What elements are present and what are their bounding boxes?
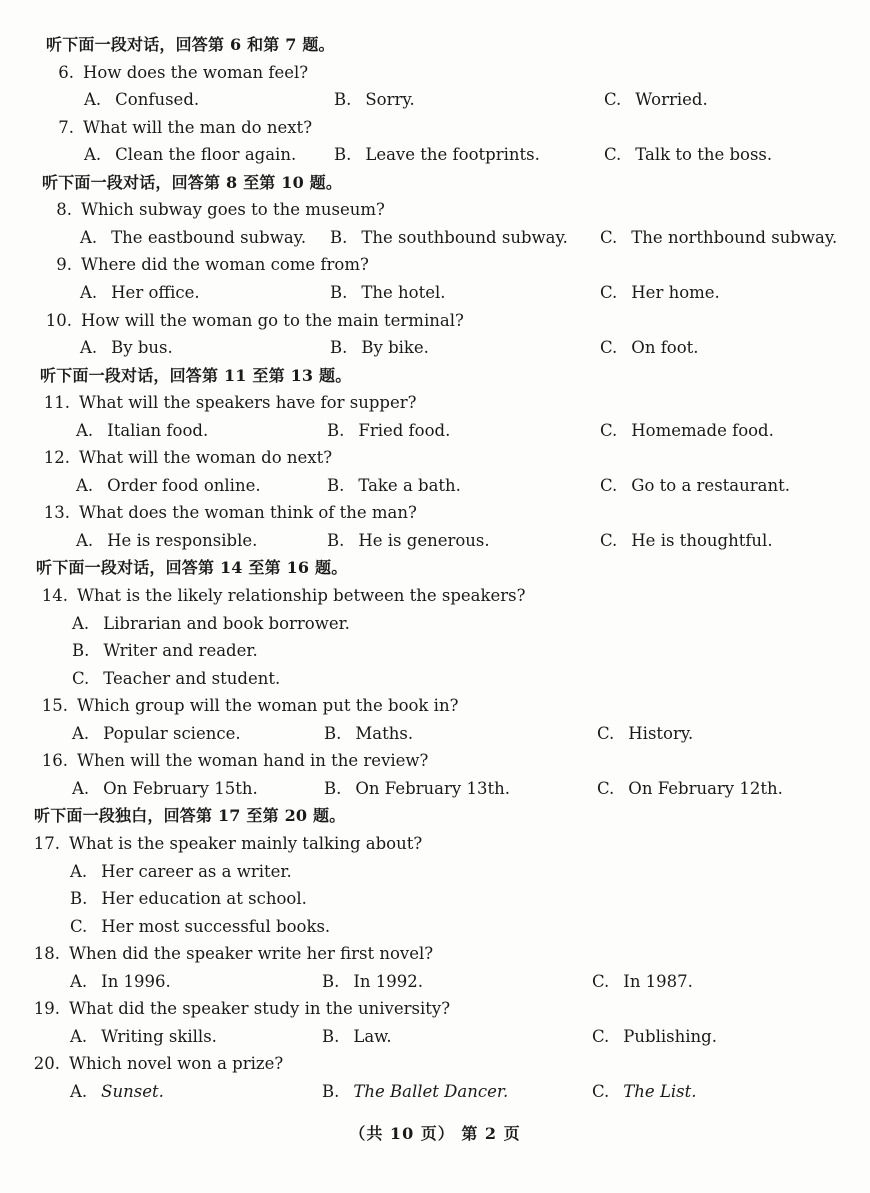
- question-number: 11.: [43, 393, 70, 413]
- option-b[interactable]: [327, 473, 461, 499]
- option-line: [0, 776, 870, 802]
- option-letter: C.: [600, 475, 618, 495]
- option-line: [0, 969, 870, 995]
- option-letter: C.: [592, 1081, 610, 1101]
- option-b[interactable]: [334, 142, 540, 168]
- question-text: Which subway goes to the museum?: [81, 200, 385, 220]
- option-a[interactable]: [84, 87, 199, 113]
- option-letter: A.: [80, 227, 98, 247]
- option-letter: A.: [84, 145, 102, 165]
- question-number: 15.: [41, 696, 68, 716]
- option-letter: A.: [76, 420, 94, 440]
- option-letter: A.: [80, 282, 98, 302]
- option-a[interactable]: [84, 142, 296, 168]
- option-text: Librarian and book borrower.: [103, 613, 350, 633]
- option-b[interactable]: [327, 418, 450, 444]
- option-letter: C.: [604, 90, 622, 110]
- option-a[interactable]: [70, 1024, 217, 1050]
- option-line: [0, 335, 870, 361]
- question-text: How does the woman feel?: [83, 62, 309, 82]
- option-b[interactable]: [72, 638, 258, 664]
- section-heading: [0, 32, 870, 58]
- option-letter: C.: [600, 420, 618, 440]
- option-a[interactable]: [72, 776, 258, 802]
- option-line: [0, 721, 870, 747]
- option-letter: B.: [322, 971, 340, 991]
- option-letter: C.: [597, 723, 615, 743]
- option-letter: C.: [72, 668, 90, 688]
- option-text: Confused.: [115, 90, 200, 110]
- option-c[interactable]: [72, 666, 280, 692]
- option-text: Law.: [353, 1026, 392, 1046]
- option-line: [0, 528, 870, 554]
- option-c[interactable]: [600, 473, 790, 499]
- option-text: Sorry.: [365, 90, 415, 110]
- option-letter: B.: [327, 420, 345, 440]
- question-line: [0, 583, 870, 609]
- option-text: The southbound subway.: [361, 227, 568, 247]
- question-number: 7.: [58, 117, 74, 137]
- option-b[interactable]: [322, 1079, 508, 1105]
- option-line: [0, 225, 870, 251]
- question-text: What is the speaker mainly talking about?: [69, 833, 423, 853]
- option-text: On foot.: [631, 338, 699, 358]
- option-letter: C.: [597, 778, 615, 798]
- option-letter: B.: [334, 145, 352, 165]
- option-b[interactable]: [330, 225, 568, 251]
- option-text: Worried.: [635, 90, 708, 110]
- option-text: History.: [628, 723, 694, 743]
- question-text: Which group will the woman put the book in?: [77, 696, 459, 716]
- option-text: The northbound subway.: [631, 227, 838, 247]
- question-text: What did the speaker study in the university?: [69, 999, 451, 1019]
- question-line: [0, 500, 870, 526]
- section-heading: [0, 803, 870, 829]
- question-number: 9.: [56, 255, 72, 275]
- question-line: [0, 693, 870, 719]
- option-b[interactable]: [330, 280, 446, 306]
- option-b[interactable]: [70, 886, 307, 912]
- question-line: [0, 1051, 870, 1077]
- question-line: [0, 831, 870, 857]
- question-line: [0, 197, 870, 223]
- option-c[interactable]: [597, 721, 693, 747]
- option-a[interactable]: [76, 528, 257, 554]
- option-letter: C.: [600, 530, 618, 550]
- option-text: Her most successful books.: [101, 916, 331, 936]
- option-text: Writing skills.: [101, 1026, 217, 1046]
- option-letter: A.: [84, 90, 102, 110]
- option-line: [0, 611, 870, 637]
- option-line: [0, 886, 870, 912]
- option-b[interactable]: [334, 87, 415, 113]
- option-c[interactable]: [600, 528, 773, 554]
- option-c[interactable]: [600, 280, 720, 306]
- option-line: [0, 666, 870, 692]
- option-text: Take a bath.: [358, 475, 461, 495]
- option-b[interactable]: [324, 776, 510, 802]
- option-a[interactable]: [76, 473, 261, 499]
- option-letter: A.: [76, 530, 94, 550]
- option-letter: B.: [334, 90, 352, 110]
- option-text: Her home.: [631, 282, 720, 302]
- question-number: 14.: [41, 586, 68, 605]
- question-line: [0, 60, 870, 86]
- section-title: 听下面一段对话，回答第 8 至第 10 题。: [42, 172, 343, 192]
- option-letter: B.: [322, 1026, 340, 1046]
- option-text: Teacher and student.: [103, 668, 281, 688]
- question-number: 18.: [33, 944, 60, 964]
- option-text: Leave the footprints.: [365, 145, 540, 165]
- option-line: [0, 87, 870, 113]
- option-c[interactable]: [604, 142, 772, 168]
- option-letter: C.: [600, 227, 618, 247]
- question-number: 12.: [43, 448, 70, 468]
- question-line: [0, 252, 870, 278]
- question-text: What will the speakers have for supper?: [79, 393, 417, 413]
- option-text: He is thoughtful.: [631, 530, 773, 550]
- option-text: Order food online.: [107, 475, 261, 495]
- question-line: [0, 996, 870, 1022]
- option-text: Writer and reader.: [103, 641, 258, 661]
- option-a[interactable]: [80, 280, 200, 306]
- option-text: Her career as a writer.: [101, 861, 292, 881]
- option-text: Publishing.: [623, 1026, 717, 1046]
- option-letter: B.: [70, 889, 88, 909]
- option-a[interactable]: [70, 1079, 164, 1105]
- option-c[interactable]: [592, 1024, 717, 1050]
- option-text: By bike.: [361, 338, 429, 358]
- section-title: 听下面一段独白，回答第 17 至第 20 题。: [34, 806, 346, 826]
- section-heading: [0, 363, 870, 389]
- option-c[interactable]: [600, 418, 774, 444]
- option-text: Maths.: [355, 723, 414, 743]
- option-line: [0, 418, 870, 444]
- question-line: [0, 445, 870, 471]
- option-line: [0, 1079, 870, 1105]
- option-text: In 1996.: [101, 971, 171, 991]
- option-a[interactable]: [72, 721, 241, 747]
- option-a[interactable]: [80, 225, 306, 251]
- option-c[interactable]: [600, 225, 837, 251]
- option-a[interactable]: [76, 418, 208, 444]
- question-number: 8.: [56, 200, 72, 220]
- option-text: Go to a restaurant.: [631, 475, 790, 495]
- option-line: [0, 280, 870, 306]
- option-text: The eastbound subway.: [111, 227, 307, 247]
- option-c[interactable]: [70, 914, 330, 940]
- option-text: Fried food.: [358, 420, 451, 440]
- option-b[interactable]: [324, 721, 413, 747]
- option-letter: B.: [322, 1081, 340, 1101]
- option-letter: A.: [72, 613, 90, 633]
- option-letter: B.: [330, 282, 348, 302]
- option-letter: C.: [592, 1026, 610, 1046]
- option-text: The Ballet Dancer.: [353, 1081, 509, 1101]
- question-text: What will the man do next?: [83, 117, 313, 137]
- option-letter: C.: [600, 338, 618, 358]
- question-line: [0, 308, 870, 334]
- option-letter: B.: [330, 338, 348, 358]
- question-text: What is the likely relationship between the speakers?: [77, 586, 526, 605]
- option-letter: B.: [324, 778, 342, 798]
- option-letter: B.: [327, 530, 345, 550]
- option-text: On February 12th.: [628, 778, 783, 798]
- option-text: In 1987.: [623, 971, 693, 991]
- option-a[interactable]: [70, 969, 171, 995]
- question-line: [0, 390, 870, 416]
- option-text: The List.: [623, 1081, 697, 1101]
- option-letter: A.: [72, 778, 90, 798]
- option-text: On February 13th.: [355, 778, 510, 798]
- option-text: On February 15th.: [103, 778, 258, 798]
- option-c[interactable]: [592, 1079, 697, 1105]
- option-text: Homemade food.: [631, 420, 774, 440]
- option-letter: C.: [600, 282, 618, 302]
- question-text: When will the woman hand in the review?: [77, 751, 429, 771]
- option-letter: A.: [72, 723, 90, 743]
- question-line: [0, 941, 870, 967]
- option-a[interactable]: [70, 859, 292, 885]
- option-letter: A.: [70, 1081, 88, 1101]
- question-number: 20.: [33, 1054, 60, 1074]
- option-letter: A.: [70, 971, 88, 991]
- option-text: Clean the floor again.: [115, 145, 297, 165]
- option-letter: A.: [76, 475, 94, 495]
- question-line: [0, 748, 870, 774]
- option-letter: C.: [592, 971, 610, 991]
- option-text: Talk to the boss.: [635, 145, 773, 165]
- question-text: What does the woman think of the man?: [79, 503, 417, 523]
- option-text: Her office.: [111, 282, 200, 302]
- question-number: 10.: [45, 310, 72, 330]
- option-b[interactable]: [322, 1024, 392, 1050]
- option-a[interactable]: [80, 335, 173, 361]
- question-text: Where did the woman come from?: [81, 255, 369, 275]
- option-letter: B.: [324, 723, 342, 743]
- option-letter: C.: [604, 145, 622, 165]
- section-title: 听下面一段对话，回答第 14 至第 16 题。: [36, 558, 348, 578]
- question-number: 19.: [33, 999, 60, 1019]
- option-letter: A.: [70, 861, 88, 881]
- option-letter: B.: [327, 475, 345, 495]
- option-text: He is generous.: [358, 530, 490, 550]
- section-title: 听下面一段对话，回答第 6 和第 7 题。: [46, 35, 335, 54]
- option-line: [0, 914, 870, 940]
- option-text: In 1992.: [353, 971, 424, 991]
- option-line: [0, 859, 870, 885]
- option-letter: A.: [70, 1026, 88, 1046]
- option-text: Italian food.: [107, 420, 209, 440]
- question-text: What will the woman do next?: [79, 448, 333, 468]
- option-text: By bus.: [111, 338, 173, 358]
- option-text: The hotel.: [361, 282, 446, 302]
- option-b[interactable]: [327, 528, 490, 554]
- option-letter: B.: [330, 227, 348, 247]
- option-c[interactable]: [597, 776, 783, 802]
- option-c[interactable]: [604, 87, 708, 113]
- option-text: He is responsible.: [107, 530, 258, 550]
- question-text: Which novel won a prize?: [69, 1054, 284, 1074]
- option-text: Sunset.: [101, 1081, 164, 1101]
- question-number: 17.: [33, 833, 60, 853]
- option-text: Popular science.: [103, 723, 241, 743]
- option-line: [0, 638, 870, 664]
- question-line: [0, 115, 870, 141]
- page-footer: （共 10 页） 第 2 页: [349, 1124, 521, 1143]
- question-number: 13.: [43, 503, 70, 523]
- option-letter: C.: [70, 916, 88, 936]
- option-a[interactable]: [72, 611, 350, 637]
- option-line: [0, 473, 870, 499]
- option-line: [0, 142, 870, 168]
- option-c[interactable]: [592, 969, 693, 995]
- option-letter: A.: [80, 338, 98, 358]
- option-text: Her education at school.: [101, 889, 307, 909]
- section-title: 听下面一段对话，回答第 11 至第 13 题。: [40, 365, 352, 385]
- section-heading: [0, 170, 870, 196]
- question-number: 16.: [41, 751, 68, 771]
- option-b[interactable]: [322, 969, 423, 995]
- option-line: [0, 1024, 870, 1050]
- question-text: When did the speaker write her first novel?: [69, 944, 434, 964]
- question-text: How will the woman go to the main terminal?: [81, 310, 464, 330]
- section-heading: [0, 555, 870, 581]
- option-letter: B.: [72, 641, 90, 661]
- option-c[interactable]: [600, 335, 699, 361]
- option-b[interactable]: [330, 335, 429, 361]
- question-number: 6.: [58, 62, 74, 82]
